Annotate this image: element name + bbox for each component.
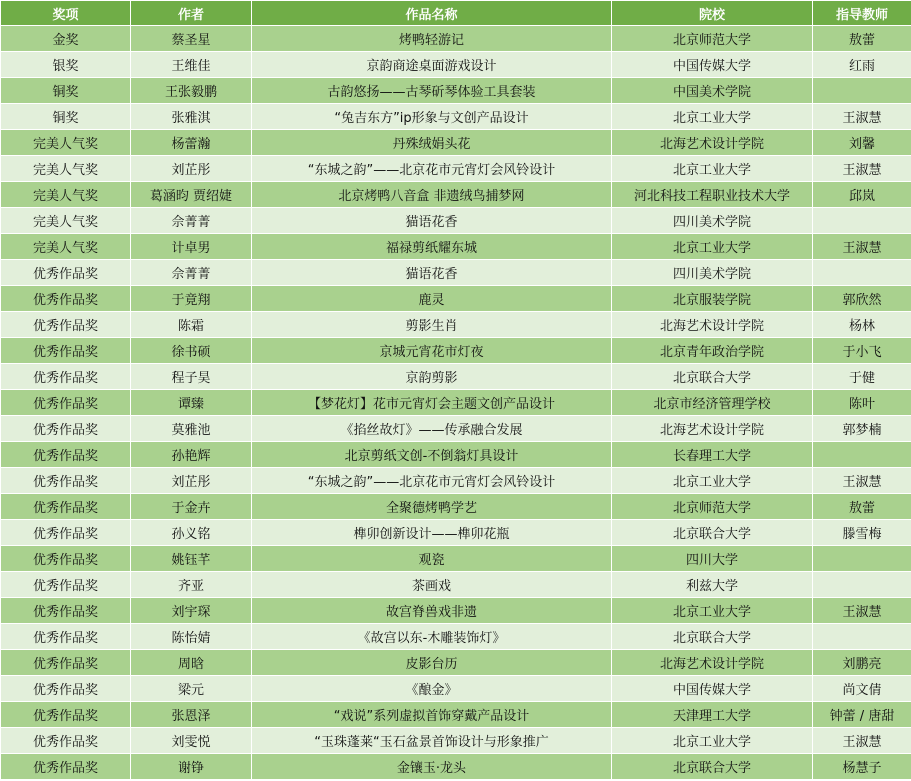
table-row (1, 468, 911, 494)
table-row (1, 442, 911, 468)
award-cell: 优秀作品奖 (1, 572, 131, 598)
work-title-cell: 京韵剪影 (252, 364, 612, 390)
award-cell: 优秀作品奖 (1, 390, 131, 416)
work-title-cell: 皮影台历 (252, 650, 612, 676)
author-cell: 莫雅池 (131, 416, 252, 442)
table-row (1, 130, 911, 156)
award-cell: 优秀作品奖 (1, 364, 131, 390)
author-cell: 于金卉 (131, 494, 252, 520)
award-cell: 优秀作品奖 (1, 260, 131, 286)
advisor-cell: 尚文倩 (813, 676, 911, 702)
work-title-cell: 鹿灵 (252, 286, 612, 312)
header-work-title: 作品名称 (252, 1, 612, 26)
author-cell: 陈怡婧 (131, 624, 252, 650)
advisor-cell: 郭欣然 (813, 286, 911, 312)
author-cell: 佘菁菁 (131, 208, 252, 234)
author-cell: 张恩泽 (131, 702, 252, 728)
table-row (1, 650, 911, 676)
author-cell: 王张毅鹏 (131, 78, 252, 104)
author-cell: 齐亚 (131, 572, 252, 598)
work-title-cell: 猫语花香 (252, 260, 612, 286)
author-cell: 王维佳 (131, 52, 252, 78)
table-row (1, 624, 911, 650)
school-cell: 北京工业大学 (612, 598, 813, 624)
table-row (1, 416, 911, 442)
author-cell: 徐书硕 (131, 338, 252, 364)
advisor-cell: 王淑慧 (813, 598, 911, 624)
table-row (1, 520, 911, 546)
table-row (1, 572, 911, 598)
school-cell: 利兹大学 (612, 572, 813, 598)
author-cell: 谢铮 (131, 754, 252, 780)
work-title-cell: “玉珠蓬莱“玉石盆景首饰设计与形象推广 (252, 728, 612, 754)
school-cell: 北京联合大学 (612, 624, 813, 650)
award-cell: 优秀作品奖 (1, 312, 131, 338)
award-cell: 优秀作品奖 (1, 728, 131, 754)
table-row (1, 754, 911, 780)
school-cell: 北京工业大学 (612, 234, 813, 260)
advisor-cell: 敖蕾 (813, 26, 911, 52)
work-title-cell: “戏说”系列虚拟首饰穿戴产品设计 (252, 702, 612, 728)
advisor-cell: 刘馨 (813, 130, 911, 156)
school-cell: 北京工业大学 (612, 728, 813, 754)
work-title-cell: “东城之韵”——北京花市元宵灯会风铃设计 (252, 156, 612, 182)
award-cell: 铜奖 (1, 104, 131, 130)
advisor-cell (813, 208, 911, 234)
school-cell: 北京市经济管理学校 (612, 390, 813, 416)
work-title-cell: 《故宫以东-木雕装饰灯》 (252, 624, 612, 650)
author-cell: 刘雯悦 (131, 728, 252, 754)
award-cell: 优秀作品奖 (1, 468, 131, 494)
advisor-cell: 王淑慧 (813, 104, 911, 130)
school-cell: 天津理工大学 (612, 702, 813, 728)
author-cell: 陈霜 (131, 312, 252, 338)
award-cell: 优秀作品奖 (1, 442, 131, 468)
school-cell: 四川美术学院 (612, 208, 813, 234)
table-row (1, 260, 911, 286)
award-cell: 优秀作品奖 (1, 416, 131, 442)
author-cell: 刘芷彤 (131, 156, 252, 182)
award-cell: 优秀作品奖 (1, 624, 131, 650)
table-row (1, 234, 911, 260)
award-cell: 优秀作品奖 (1, 494, 131, 520)
school-cell: 北京工业大学 (612, 156, 813, 182)
header-school: 院校 (612, 1, 813, 26)
author-cell: 程子昊 (131, 364, 252, 390)
advisor-cell: 陈叶 (813, 390, 911, 416)
advisor-cell: 王淑慧 (813, 728, 911, 754)
school-cell: 北京工业大学 (612, 104, 813, 130)
table-body (1, 26, 911, 780)
header-award: 奖项 (1, 1, 131, 26)
header-author: 作者 (131, 1, 252, 26)
school-cell: 北京青年政治学院 (612, 338, 813, 364)
award-cell: 优秀作品奖 (1, 650, 131, 676)
table-row (1, 156, 911, 182)
work-title-cell: “东城之韵”——北京花市元宵灯会风铃设计 (252, 468, 612, 494)
work-title-cell: 茶画戏 (252, 572, 612, 598)
author-cell: 谭臻 (131, 390, 252, 416)
award-cell: 金奖 (1, 26, 131, 52)
advisor-cell: 敖蕾 (813, 494, 911, 520)
table-row (1, 286, 911, 312)
advisor-cell: 钟蕾 / 唐甜 (813, 702, 911, 728)
table-row (1, 728, 911, 754)
author-cell: 葛涵昀 贾绍婕 (131, 182, 252, 208)
award-cell: 优秀作品奖 (1, 546, 131, 572)
work-title-cell: 故宫脊兽戏非遗 (252, 598, 612, 624)
work-title-cell: 榫卯创新设计——榫卯花瓶 (252, 520, 612, 546)
author-cell: 杨蕾瀚 (131, 130, 252, 156)
award-cell: 优秀作品奖 (1, 286, 131, 312)
work-title-cell: 观瓷 (252, 546, 612, 572)
work-title-cell: 烤鸭轻游记 (252, 26, 612, 52)
award-cell: 铜奖 (1, 78, 131, 104)
school-cell: 北京服装学院 (612, 286, 813, 312)
work-title-cell: 《酿金》 (252, 676, 612, 702)
table-row (1, 78, 911, 104)
header-advisor: 指导教师 (813, 1, 911, 26)
advisor-cell: 邱岚 (813, 182, 911, 208)
table-row (1, 494, 911, 520)
table-row (1, 26, 911, 52)
school-cell: 北海艺术设计学院 (612, 416, 813, 442)
award-cell: 完美人气奖 (1, 208, 131, 234)
advisor-cell: 杨林 (813, 312, 911, 338)
author-cell: 周晗 (131, 650, 252, 676)
table-header (1, 1, 911, 26)
award-cell: 优秀作品奖 (1, 338, 131, 364)
table-row (1, 702, 911, 728)
header-row (1, 1, 911, 26)
school-cell: 河北科技工程职业技术大学 (612, 182, 813, 208)
table-row (1, 104, 911, 130)
advisor-cell (813, 546, 911, 572)
school-cell: 北京工业大学 (612, 468, 813, 494)
work-title-cell: 古韵悠扬——古琴斫琴体验工具套装 (252, 78, 612, 104)
award-cell: 优秀作品奖 (1, 676, 131, 702)
author-cell: 刘芷彤 (131, 468, 252, 494)
table-row (1, 676, 911, 702)
author-cell: 计卓男 (131, 234, 252, 260)
work-title-cell: 福禄剪纸耀东城 (252, 234, 612, 260)
work-title-cell: 剪影生肖 (252, 312, 612, 338)
school-cell: 四川美术学院 (612, 260, 813, 286)
school-cell: 中国传媒大学 (612, 676, 813, 702)
advisor-cell (813, 624, 911, 650)
school-cell: 北京师范大学 (612, 494, 813, 520)
author-cell: 刘宇琛 (131, 598, 252, 624)
advisor-cell: 王淑慧 (813, 234, 911, 260)
table-row (1, 390, 911, 416)
work-title-cell: 京城元宵花市灯夜 (252, 338, 612, 364)
table-row (1, 546, 911, 572)
work-title-cell: 金镶玉·龙头 (252, 754, 612, 780)
table-row (1, 182, 911, 208)
work-title-cell: “兔吉东方”ip形象与文创产品设计 (252, 104, 612, 130)
work-title-cell: 京韵商途桌面游戏设计 (252, 52, 612, 78)
school-cell: 四川大学 (612, 546, 813, 572)
advisor-cell (813, 572, 911, 598)
school-cell: 北京师范大学 (612, 26, 813, 52)
work-title-cell: 丹殊绒娟头花 (252, 130, 612, 156)
author-cell: 于竟翔 (131, 286, 252, 312)
table-row (1, 338, 911, 364)
advisor-cell (813, 260, 911, 286)
advisor-cell (813, 442, 911, 468)
table-row (1, 312, 911, 338)
advisor-cell: 于健 (813, 364, 911, 390)
school-cell: 北海艺术设计学院 (612, 312, 813, 338)
advisor-cell: 于小飞 (813, 338, 911, 364)
advisor-cell: 郭梦楠 (813, 416, 911, 442)
advisor-cell: 王淑慧 (813, 468, 911, 494)
school-cell: 北海艺术设计学院 (612, 130, 813, 156)
work-title-cell: 《掐丝故灯》——传承融合发展 (252, 416, 612, 442)
work-title-cell: 北京剪纸文创-不倒翁灯具设计 (252, 442, 612, 468)
table-row (1, 598, 911, 624)
work-title-cell: 猫语花香 (252, 208, 612, 234)
school-cell: 北京联合大学 (612, 754, 813, 780)
advisor-cell: 滕雪梅 (813, 520, 911, 546)
author-cell: 蔡圣星 (131, 26, 252, 52)
table-row (1, 52, 911, 78)
award-cell: 优秀作品奖 (1, 702, 131, 728)
author-cell: 佘菁菁 (131, 260, 252, 286)
advisor-cell: 杨慧子 (813, 754, 911, 780)
award-cell: 完美人气奖 (1, 234, 131, 260)
work-title-cell: 全聚德烤鸭学艺 (252, 494, 612, 520)
award-cell: 完美人气奖 (1, 182, 131, 208)
school-cell: 北京联合大学 (612, 520, 813, 546)
advisor-cell: 红雨 (813, 52, 911, 78)
work-title-cell: 【梦花灯】花市元宵灯会主题文创产品设计 (252, 390, 612, 416)
work-title-cell: 北京烤鸭八音盒 非遗绒鸟捕梦网 (252, 182, 612, 208)
author-cell: 姚钰芊 (131, 546, 252, 572)
award-cell: 银奖 (1, 52, 131, 78)
school-cell: 中国传媒大学 (612, 52, 813, 78)
award-cell: 优秀作品奖 (1, 754, 131, 780)
table-row (1, 364, 911, 390)
author-cell: 孙义铭 (131, 520, 252, 546)
table-row (1, 208, 911, 234)
award-cell: 完美人气奖 (1, 156, 131, 182)
author-cell: 张雅淇 (131, 104, 252, 130)
advisor-cell (813, 78, 911, 104)
author-cell: 梁元 (131, 676, 252, 702)
award-cell: 优秀作品奖 (1, 520, 131, 546)
school-cell: 长春理工大学 (612, 442, 813, 468)
award-cell: 优秀作品奖 (1, 598, 131, 624)
author-cell: 孙艳辉 (131, 442, 252, 468)
school-cell: 中国美术学院 (612, 78, 813, 104)
award-cell: 完美人气奖 (1, 130, 131, 156)
school-cell: 北海艺术设计学院 (612, 650, 813, 676)
school-cell: 北京联合大学 (612, 364, 813, 390)
advisor-cell: 王淑慧 (813, 156, 911, 182)
advisor-cell: 刘鹏亮 (813, 650, 911, 676)
